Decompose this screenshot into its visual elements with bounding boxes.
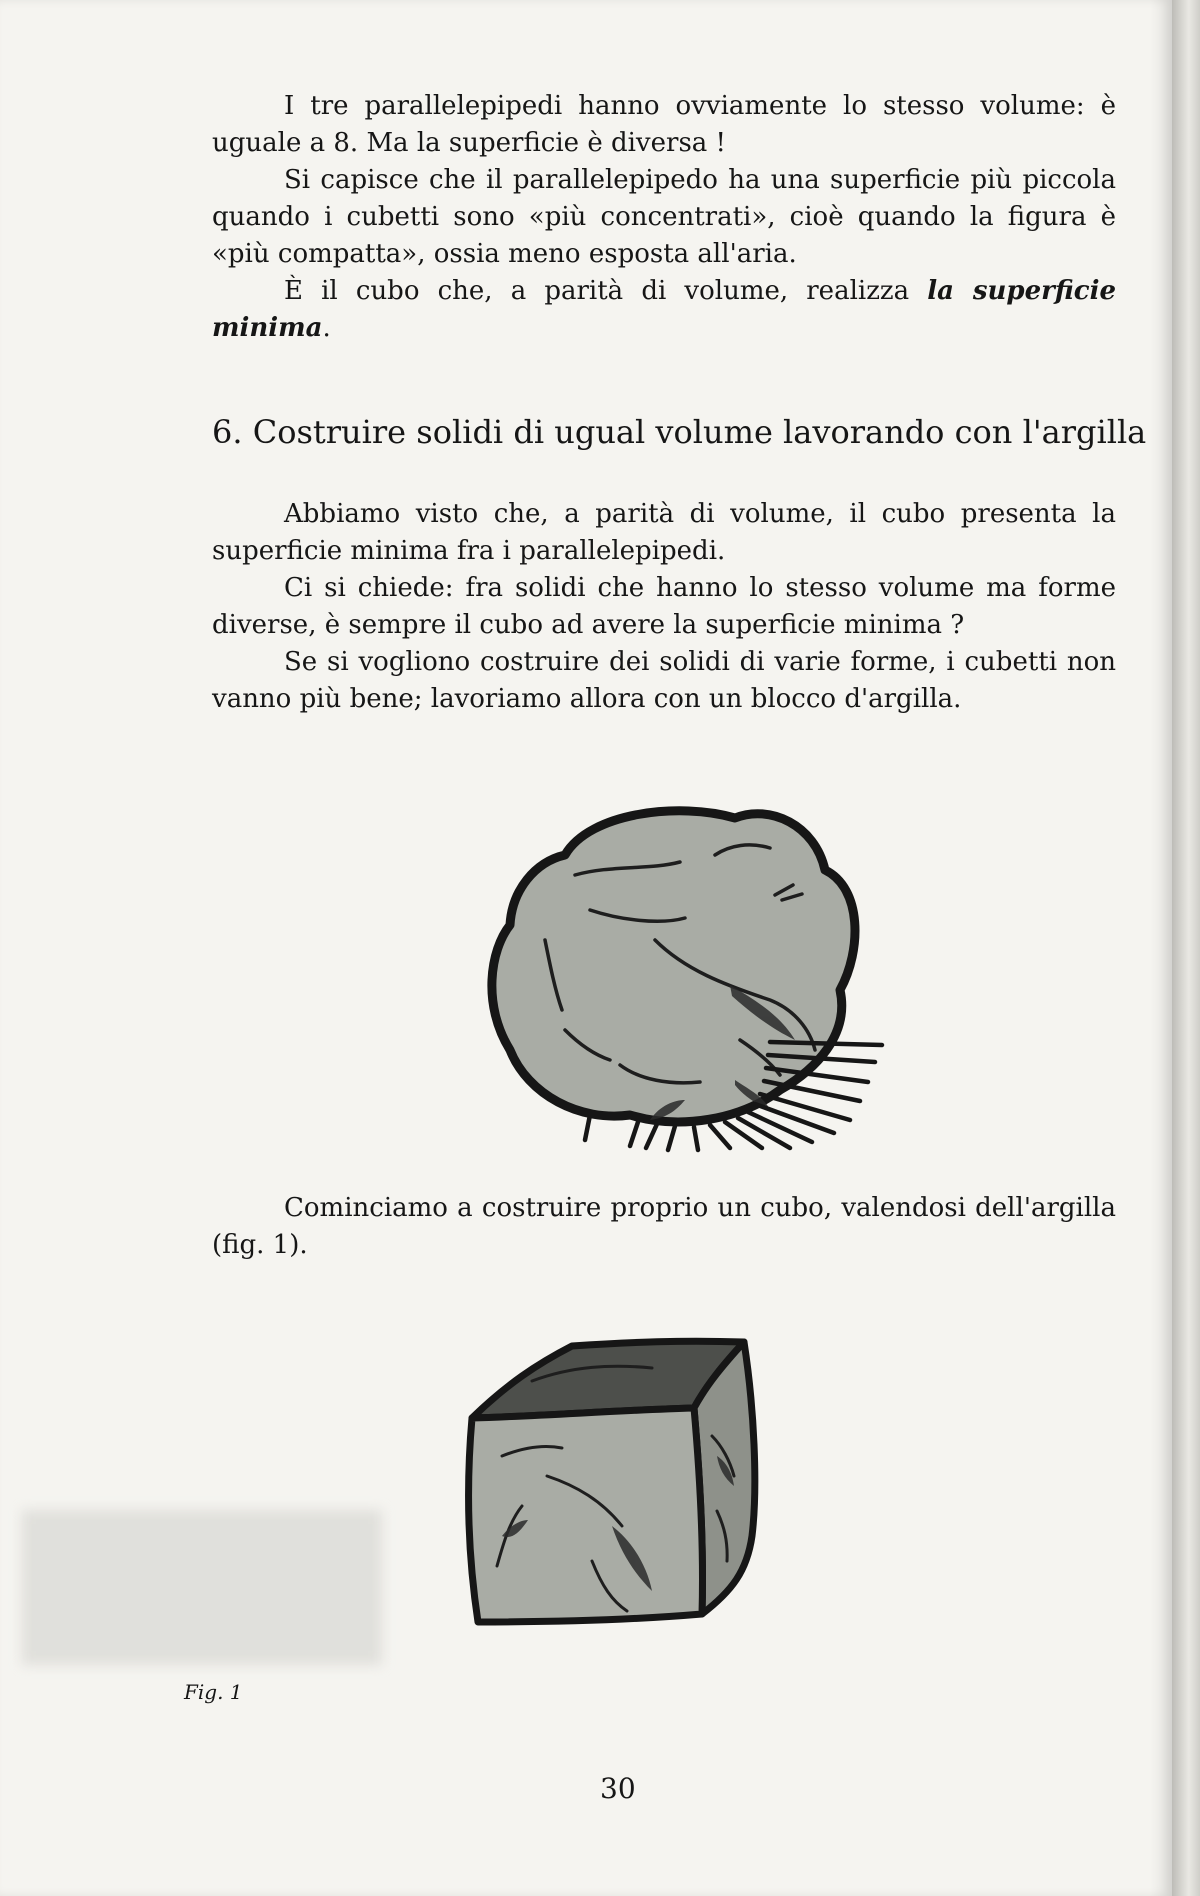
page-stain — [22, 1510, 382, 1665]
clay-lump-illustration — [470, 800, 890, 1160]
clay-lump-body — [492, 811, 855, 1122]
paragraph-clay: Se si vogliono costruire dei solidi di varie forme, i cubetti non vanno più bene; lavoriamo allora con un blocco d'argilla. — [212, 647, 1116, 714]
emphasis-minimum-surface: la superficie minima — [212, 276, 1117, 343]
caption-text-block — [212, 1190, 1116, 1264]
paragraph-volume: I tre parallelepipedi hanno ovviamente lo stesso volume: è uguale a 8. Ma la superficie è diversa ! — [212, 91, 1116, 158]
page-edge — [1172, 0, 1200, 1896]
clay-cube-illustration — [462, 1336, 762, 1628]
paragraph-build-cube: Cominciamo a costruire proprio un cubo, valendosi dell'argilla (fig. 1). — [212, 1193, 1116, 1260]
paragraph-compact: Si capisce che il parallelepipedo ha una superficie più piccola quando i cubetti sono «più concentrati», cioè quando la figura è «più compatta», ossia meno esposta all'aria. — [212, 165, 1116, 269]
section-text-block — [212, 496, 1116, 718]
page-gutter-shadow — [1150, 0, 1172, 1896]
section-heading: 6. Costruire solidi di ugual volume lavorando con l'argilla — [212, 413, 1147, 451]
top-text-block — [212, 88, 1116, 347]
paragraph-cube-minimum: È il cubo che, a parità di volume, realizza la superficie minima. — [212, 276, 1117, 343]
cube-front-face — [469, 1408, 703, 1622]
cube-sentence-text: È il cubo che, a parità di volume, realizza — [284, 276, 910, 306]
page-number: 30 — [600, 1772, 636, 1805]
figure-label: Fig. 1 — [184, 1680, 243, 1704]
paragraph-seen: Abbiamo visto che, a parità di volume, il cubo presenta la superficie minima fra i parallelepipedi. — [212, 499, 1116, 566]
paragraph-question: Ci si chiede: fra solidi che hanno lo stesso volume ma forme diverse, è sempre il cubo ad avere la superficie minima ? — [212, 573, 1116, 640]
